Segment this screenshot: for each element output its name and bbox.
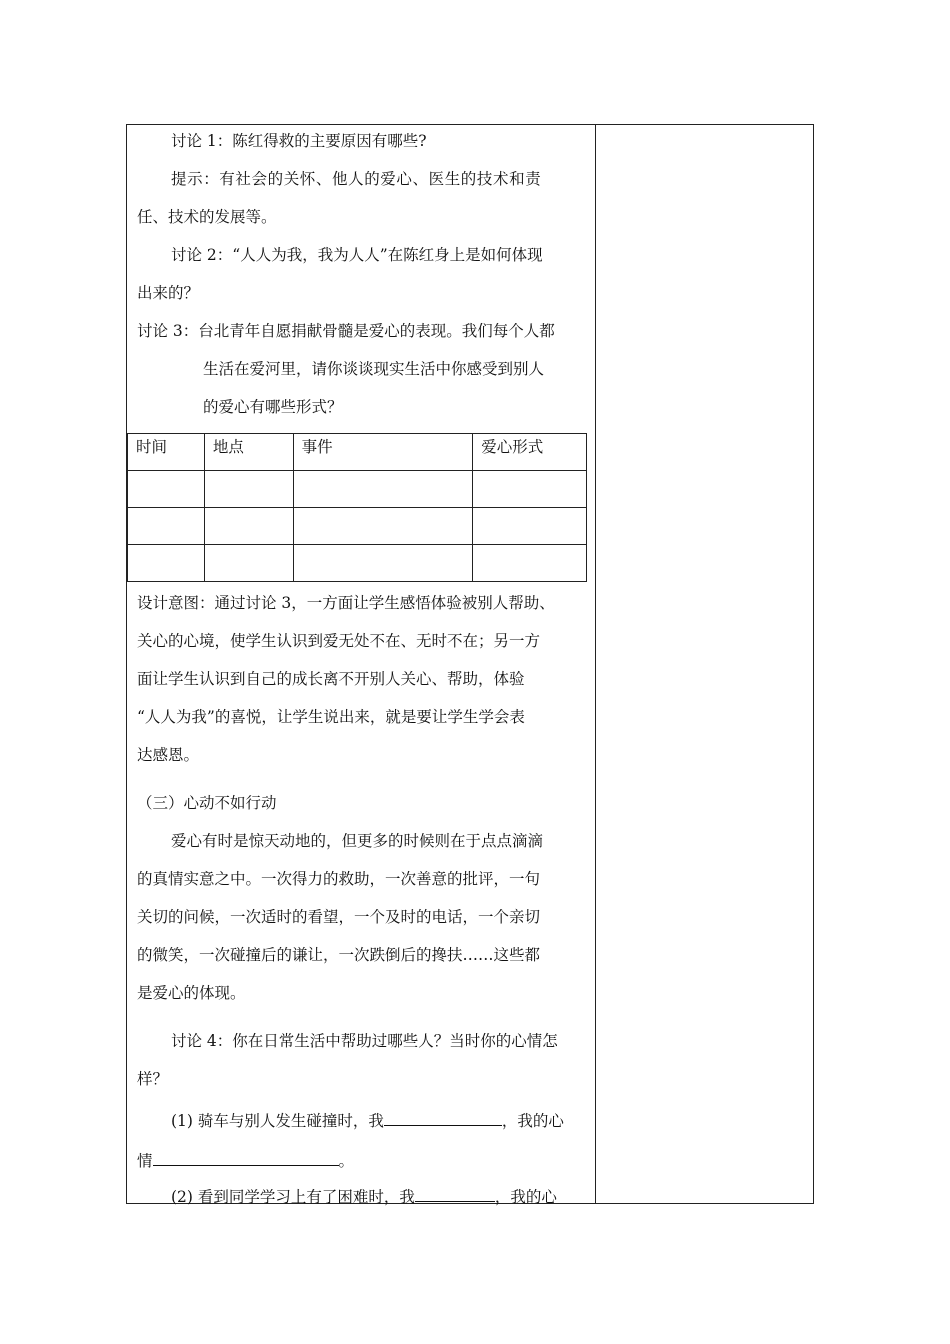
lesson-table [126,124,814,1204]
item-1-text-a: (1) 骑车与别人发生碰撞时，我 [171,1112,384,1130]
blank-field[interactable] [384,1109,502,1126]
para-line-3: 关切的问候，一次适时的看望，一个及时的电话，一个亲切 [137,908,541,926]
design-intent-1: 设计意图：通过讨论 3，一方面让学生感悟体验被别人帮助、 [137,594,555,612]
table-cell[interactable] [293,471,473,508]
table-cell[interactable] [473,545,587,582]
hint-line-1: 提示：有社会的关怀、他人的爱心、医生的技术和责 [171,170,542,188]
column-divider [595,125,596,1203]
table-row [128,508,587,545]
item-1-text-c: 情 [137,1152,153,1170]
item-1 [171,1109,564,1131]
discussion-2: 讨论 2：“人人为我，我为人人”在陈红身上是如何体现 [171,246,543,264]
header-event: 事件 [293,434,473,471]
discussion-4: 讨论 4：你在日常生活中帮助过哪些人？当时你的心情怎 [171,1032,558,1050]
header-time: 时间 [128,434,205,471]
hint-line-2: 任、技术的发展等。 [137,208,277,226]
design-intent-4: “人人为我”的喜悦，让学生说出来，就是要让学生学会表 [137,708,525,726]
header-love-form: 爱心形式 [473,434,587,471]
para-line-1: 爱心有时是惊天动地的，但更多的时候则在于点点滴滴 [171,832,544,850]
table-row [128,545,587,582]
discussion-3: 讨论 3：台北青年自愿捐献骨髓是爱心的表现。我们每个人都 [137,322,555,340]
item-2 [171,1185,557,1207]
discussion-3-cont-1: 生活在爱河里，请你谈谈现实生活中你感受到别人 [203,360,545,378]
header-place: 地点 [204,434,293,471]
blank-field[interactable] [153,1149,339,1166]
table-cell[interactable] [128,545,205,582]
section-title: （三）心动不如行动 [137,794,277,812]
table-cell[interactable] [473,508,587,545]
table-cell[interactable] [293,508,473,545]
table-cell[interactable] [204,545,293,582]
content-column [127,125,595,1206]
table-cell[interactable] [473,471,587,508]
blank-field[interactable] [415,1185,495,1202]
discussion-4-cont: 样？ [137,1070,169,1088]
item-1-cont [137,1149,354,1171]
discussion-1: 讨论 1：陈红得救的主要原因有哪些? [171,132,427,150]
table-cell[interactable] [204,508,293,545]
table-cell[interactable] [204,471,293,508]
para-line-4: 的微笑，一次碰撞后的谦让，一次跌倒后的搀扶……这些都 [137,946,541,964]
design-intent-5: 达感恩。 [137,746,200,764]
design-intent-3: 面让学生认识到自己的成长离不开别人关心、帮助，体验 [137,670,525,688]
para-line-5: 是爱心的体现。 [137,984,246,1002]
item-2-text-b: ，我的心 [494,1188,557,1206]
table-row [128,471,587,508]
item-1-text-d: 。 [338,1152,355,1170]
item-2-text-a: (2) 看到同学学习上有了困难时，我 [171,1188,415,1206]
discussion-3-cont-2: 的爱心有哪些形式？ [203,398,343,416]
table-cell[interactable] [293,545,473,582]
para-line-2: 的真情实意之中。一次得力的救助，一次善意的批评，一句 [137,870,541,888]
discussion-2-cont: 出来的？ [137,284,200,302]
table-cell[interactable] [128,471,205,508]
table-header-row [128,434,587,471]
design-intent-2: 关心的心境，使学生认识到爱无处不在、无时不在；另一方 [137,632,541,650]
table-cell[interactable] [128,508,205,545]
item-1-text-b: ，我的心 [501,1112,564,1130]
love-forms-table [127,433,587,582]
